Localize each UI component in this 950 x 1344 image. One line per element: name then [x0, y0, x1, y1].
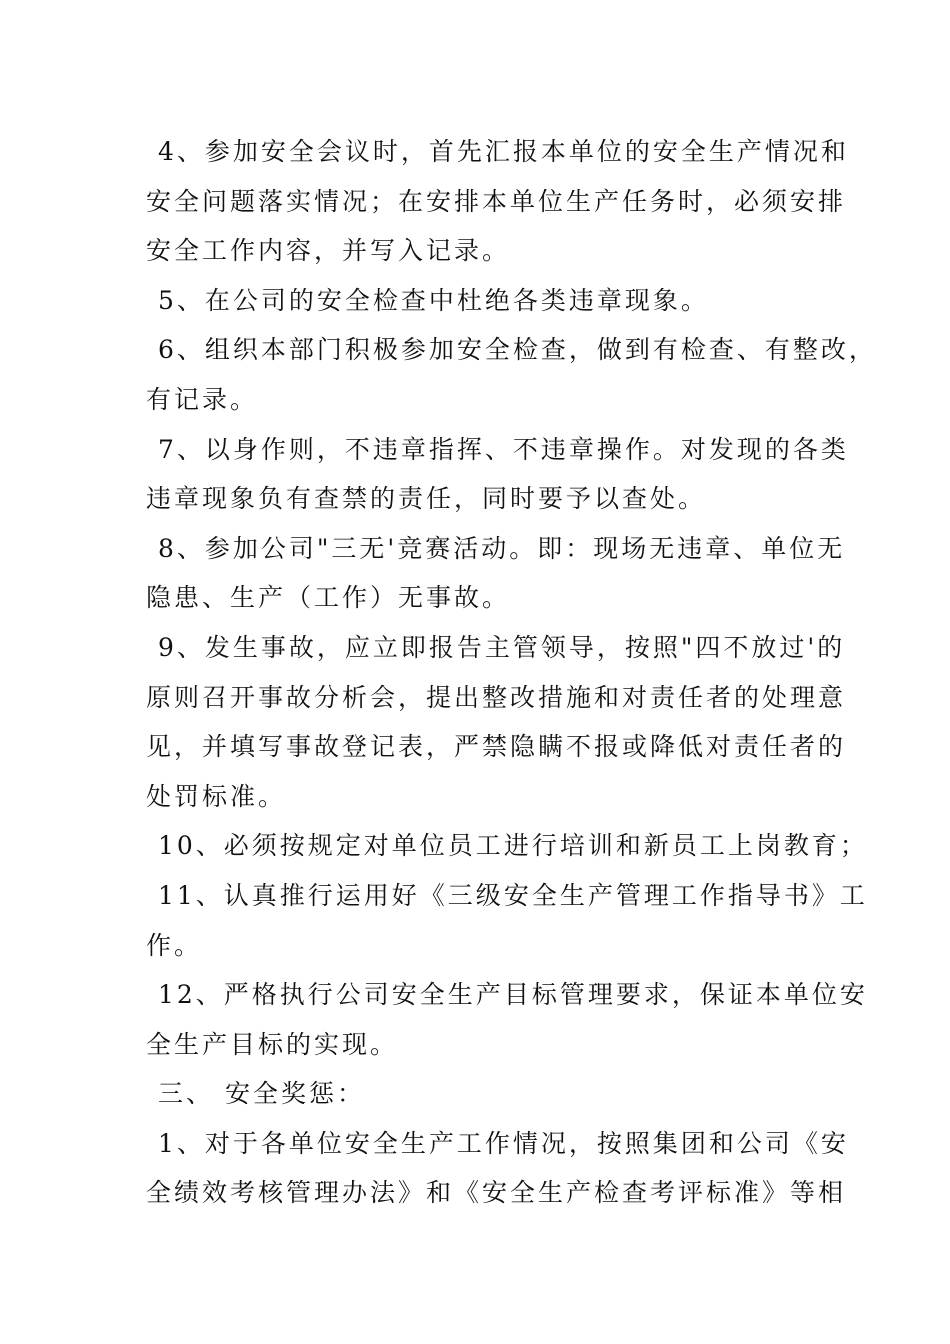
text-line: 处罚标准。: [146, 781, 287, 811]
paragraph-item-4: [146, 127, 849, 276]
paragraph-item-10: [146, 821, 868, 871]
text-line: 11、认真推行运用好《三级安全生产管理工作指导书》工: [158, 880, 868, 910]
text-line: 1、对于各单位安全生产工作情况，按照集团和公司《安: [158, 1128, 849, 1158]
text-line: 9、发生事故，应立即报告主管领导，按照"四不放过'的: [158, 632, 846, 662]
text-line: 见，并填写事故登记表，严禁隐瞒不报或降低对责任者的: [146, 732, 847, 762]
text-line: 违章现象负有查禁的责任，同时要予以查处。: [146, 484, 707, 514]
paragraph-item-1: [146, 1119, 849, 1218]
text-line: 三、 安全奖惩：: [158, 1079, 365, 1109]
text-line: 6、组织本部门积极参加安全检查，做到有检查、有整改，: [158, 335, 877, 365]
text-line: 安全工作内容，并写入记录。: [146, 236, 511, 266]
text-line: 作。: [146, 930, 203, 960]
paragraph-item-6: [146, 325, 877, 424]
paragraph-item-11: [146, 871, 868, 970]
text-line: 12、严格执行公司安全生产目标管理要求，保证本单位安: [158, 980, 868, 1010]
text-line: 8、参加公司"三无'竞赛活动。即：现场无违章、单位无: [158, 533, 846, 563]
text-line: 隐患、生产（工作）无事故。: [146, 583, 511, 613]
paragraph-item-12: [146, 970, 868, 1069]
paragraph-item-7: [146, 425, 849, 524]
paragraph-item-9: [146, 623, 847, 821]
text-line: 10、必须按规定对单位员工进行培训和新员工上岗教育；: [158, 831, 868, 861]
text-line: 全绩效考核管理办法》和《安全生产检查考评标准》等相: [146, 1178, 847, 1208]
document-body: [146, 127, 877, 1218]
text-line: 4、参加安全会议时，首先汇报本单位的安全生产情况和: [158, 137, 849, 166]
text-line: 安全问题落实情况；在安排本单位生产任务时，必须安排: [146, 186, 847, 216]
text-line: 有记录。: [146, 384, 259, 414]
paragraph-item-5: [146, 276, 826, 326]
text-line: 原则召开事故分析会，提出整改措施和对责任者的处理意: [146, 682, 847, 712]
text-line: 全生产目标的实现。: [146, 1029, 399, 1059]
section-heading: [146, 1069, 826, 1119]
text-line: 7、以身作则，不违章指挥、不违章操作。对发现的各类: [158, 434, 849, 464]
text-line: 5、在公司的安全检查中杜绝各类违章现象。: [158, 285, 709, 315]
paragraph-item-8: [146, 524, 846, 623]
